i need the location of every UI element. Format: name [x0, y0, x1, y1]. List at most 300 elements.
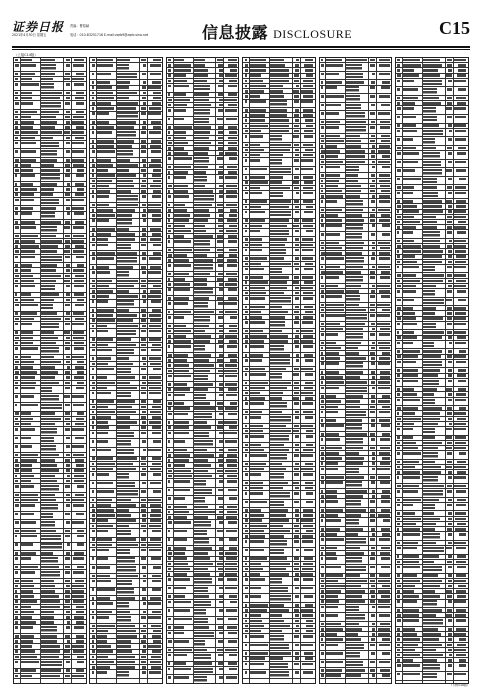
table-cell: [422, 471, 441, 474]
table-cell: [117, 656, 135, 659]
table-cell: [142, 195, 146, 198]
table-cell: [65, 240, 70, 243]
table-cell: [173, 470, 190, 473]
table-cell: [173, 59, 184, 62]
table-cell: [250, 444, 261, 447]
table-cell: [304, 130, 313, 133]
table-cell: [117, 525, 129, 528]
table-cell: [454, 673, 466, 676]
table-cell: [304, 268, 313, 271]
table-cell: [447, 490, 452, 493]
table-row: [396, 546, 468, 555]
table-cell: [303, 316, 314, 319]
table-cell: [447, 245, 451, 248]
table-cell: [326, 266, 340, 269]
table-cell: [422, 290, 435, 296]
table-cell: [456, 361, 466, 364]
table-cell: [326, 59, 342, 62]
table-cell: [173, 521, 191, 524]
table-cell: [141, 140, 146, 143]
table-cell: [326, 433, 339, 436]
table-cell: [397, 609, 400, 612]
table-cell: [97, 159, 111, 162]
table-cell: [117, 557, 135, 563]
table-row: [14, 436, 86, 445]
table-cell: [75, 304, 84, 307]
table-cell: [295, 604, 299, 607]
table-cell: [141, 319, 147, 322]
table-cell: [65, 256, 70, 259]
table-row: [90, 348, 162, 357]
table-cell: [153, 252, 160, 255]
table-cell: [173, 311, 191, 314]
table-cell: [150, 228, 160, 231]
table-cell: [20, 212, 32, 215]
table-cell: [458, 147, 466, 150]
table-cell: [270, 311, 289, 314]
table-cell: [15, 504, 18, 507]
table-cell: [379, 574, 390, 577]
table-cell: [397, 466, 400, 469]
table-cell: [92, 645, 94, 648]
table-cell: [304, 64, 313, 67]
table-cell: [40, 280, 56, 283]
table-cell: [422, 542, 435, 545]
table-cell: [402, 186, 413, 189]
table-cell: [270, 397, 282, 400]
table-row: [14, 82, 86, 91]
table-cell: [173, 568, 190, 571]
table-cell: [15, 245, 17, 248]
table-cell: [294, 387, 299, 390]
table-cell: [371, 257, 375, 260]
table-cell: [20, 73, 34, 76]
table-cell: [326, 638, 343, 641]
table-cell: [326, 519, 341, 522]
table-cell: [270, 557, 287, 560]
table-cell: [143, 625, 146, 628]
table-cell: [370, 538, 376, 541]
table-cell: [270, 345, 285, 351]
table-cell: [168, 547, 170, 550]
table-cell: [20, 371, 37, 374]
table-cell: [270, 644, 289, 650]
table-cell: [245, 416, 247, 419]
table-cell: [270, 263, 291, 266]
table-cell: [371, 357, 376, 360]
table-cell: [397, 231, 399, 234]
table-cell: [75, 459, 85, 462]
table-cell: [346, 342, 361, 345]
table-cell: [422, 423, 437, 426]
table-cell: [153, 59, 161, 62]
table-cell: [224, 421, 237, 424]
table-cell: [402, 250, 420, 253]
table-cell: [149, 387, 160, 390]
table-cell: [245, 168, 247, 171]
table-cell: [219, 214, 223, 217]
table-cell: [20, 485, 34, 488]
table-cell: [294, 425, 299, 428]
table-cell: [321, 623, 324, 626]
table-cell: [295, 268, 299, 271]
table-cell: [294, 311, 299, 314]
table-cell: [250, 671, 266, 674]
table-cell: [40, 183, 57, 186]
table-cell: [15, 485, 18, 488]
table-cell: [65, 513, 69, 516]
table-cell: [295, 595, 299, 598]
table-row: [90, 391, 162, 400]
table-cell: [117, 325, 138, 328]
table-cell: [295, 230, 299, 233]
table-cell: [76, 102, 84, 105]
table-cell: [326, 126, 339, 129]
table-cell: [294, 340, 299, 343]
table-cell: [447, 673, 452, 676]
table-cell: [92, 671, 95, 674]
table-cell: [65, 347, 70, 350]
table-cell: [321, 580, 324, 583]
table-cell: [245, 525, 248, 528]
table-cell: [173, 147, 184, 150]
table-cell: [402, 350, 420, 353]
table-cell: [168, 176, 170, 179]
table-cell: [225, 176, 237, 179]
table-cell: [455, 442, 466, 445]
table-cell: [397, 116, 400, 119]
table-cell: [218, 171, 223, 174]
table-row: [167, 412, 239, 421]
table-cell: [173, 676, 188, 679]
table-cell: [372, 495, 376, 498]
table-cell: [326, 381, 344, 384]
table-cell: [15, 92, 17, 95]
table-cell: [148, 209, 160, 212]
table-cell: [40, 131, 61, 134]
table-cell: [117, 611, 131, 614]
table-cell: [228, 235, 237, 238]
table-cell: [295, 657, 299, 660]
table-cell: [97, 463, 115, 466]
table-cell: [455, 250, 466, 253]
table-cell: [346, 174, 358, 177]
table-row: [167, 288, 239, 297]
table-cell: [379, 73, 389, 76]
table-cell: [371, 424, 375, 427]
table-cell: [219, 388, 222, 391]
table-cell: [245, 430, 248, 433]
table-cell: [168, 640, 171, 643]
table-cell: [296, 359, 299, 362]
table-cell: [193, 316, 210, 322]
table-cell: [117, 473, 129, 479]
table-cell: [92, 174, 94, 177]
table-cell: [402, 97, 417, 100]
table-cell: [168, 552, 172, 555]
table-row: [243, 662, 315, 671]
table-cell: [455, 192, 466, 195]
table-cell: [397, 512, 399, 515]
table-cell: [219, 69, 222, 72]
table-cell: [370, 214, 375, 217]
table-cell: [346, 333, 363, 339]
table-cell: [370, 574, 375, 577]
table-cell: [97, 549, 109, 552]
table-cell: [381, 86, 390, 89]
table-cell: [397, 299, 400, 302]
table-cell: [148, 449, 161, 452]
table-cell: [326, 190, 342, 193]
table-cell: [15, 299, 17, 302]
table-cell: [422, 200, 441, 203]
table-cell: [153, 640, 160, 643]
table-row: [167, 156, 239, 165]
table-cell: [20, 376, 34, 379]
table-cell: [141, 238, 146, 241]
table-cell: [402, 280, 419, 283]
table-cell: [371, 155, 375, 158]
table-cell: [295, 306, 299, 309]
table-cell: [326, 528, 340, 531]
table-cell: [40, 418, 61, 421]
table-cell: [270, 335, 289, 338]
table-cell: [193, 563, 212, 566]
table-cell: [193, 432, 208, 438]
table-cell: [402, 80, 414, 83]
table-cell: [173, 142, 188, 145]
table-cell: [153, 126, 161, 129]
table-cell: [72, 645, 84, 648]
table-cell: [454, 355, 466, 358]
table-cell: [250, 630, 261, 633]
table-cell: [447, 186, 452, 189]
table-cell: [372, 145, 375, 148]
table-cell: [250, 397, 265, 400]
table-cell: [402, 169, 414, 172]
table-row: [396, 191, 468, 200]
table-cell: [117, 319, 133, 322]
table-cell: [142, 357, 147, 360]
table-cell: [168, 137, 170, 140]
table-cell: [219, 166, 223, 169]
table-cell: [40, 640, 56, 643]
table-cell: [150, 363, 161, 366]
table-cell: [326, 135, 340, 138]
table-cell: [15, 428, 17, 431]
table-cell: [245, 568, 248, 571]
table-cell: [141, 169, 146, 172]
table-cell: [448, 374, 451, 377]
table-cell: [117, 159, 130, 162]
table-cell: [228, 288, 237, 291]
table-cell: [295, 614, 299, 617]
table-cell: [371, 233, 376, 236]
table-cell: [152, 195, 160, 198]
table-cell: [346, 447, 363, 450]
table-cell: [149, 338, 160, 341]
table-cell: [97, 635, 107, 638]
table-cell: [346, 200, 363, 206]
table-cell: [149, 357, 161, 360]
table-cell: [250, 609, 267, 612]
table-cell: [141, 473, 146, 476]
table-cell: [97, 566, 110, 569]
table-cell: [321, 257, 324, 260]
table-cell: [227, 506, 237, 509]
table-cell: [193, 204, 211, 207]
table-cell: [448, 580, 452, 583]
table-cell: [15, 595, 17, 598]
table-cell: [92, 92, 95, 95]
table-cell: [245, 663, 247, 666]
table-cell: [168, 370, 171, 373]
table-cell: [448, 205, 452, 208]
table-cell: [422, 619, 443, 625]
table-cell: [168, 506, 171, 509]
table-cell: [64, 226, 69, 229]
table-row: [396, 489, 468, 498]
table-cell: [92, 314, 95, 317]
table-cell: [77, 543, 84, 546]
table-cell: [397, 323, 400, 326]
table-row: [14, 303, 86, 312]
table-cell: [250, 430, 264, 433]
table-cell: [326, 633, 337, 636]
table-cell: [230, 359, 237, 362]
table-cell: [117, 81, 130, 84]
table-cell: [397, 528, 399, 531]
table-cell: [217, 359, 222, 362]
table-cell: [270, 509, 289, 512]
table-cell: [75, 193, 84, 196]
table-cell: [270, 530, 290, 533]
table-cell: [321, 209, 324, 212]
table-cell: [295, 644, 299, 647]
table-cell: [20, 226, 36, 229]
table-cell: [326, 500, 338, 503]
table-cell: [173, 85, 189, 88]
editor-line: 责编：曹原赫: [70, 24, 90, 28]
table-cell: [15, 188, 17, 191]
table-cell: [270, 563, 290, 566]
table-cell: [117, 392, 131, 398]
table-cell: [117, 59, 130, 62]
table-cell: [346, 86, 359, 92]
table-column: [13, 57, 87, 684]
table-cell: [371, 150, 375, 153]
table-cell: [458, 299, 467, 302]
table-cell: [92, 597, 95, 600]
table-cell: [454, 466, 466, 469]
table-cell: [193, 225, 205, 228]
table-row: [167, 639, 239, 648]
table-cell: [117, 180, 134, 183]
table-cell: [117, 112, 138, 118]
table-cell: [66, 199, 70, 202]
table-cell: [92, 630, 94, 633]
table-cell: [20, 543, 33, 546]
table-cell: [250, 192, 262, 195]
table-cell: [15, 331, 18, 334]
table-cell: [270, 663, 288, 669]
table-cell: [303, 225, 313, 228]
table-row: [396, 289, 468, 298]
table-cell: [148, 499, 160, 502]
table-cell: [117, 363, 133, 366]
table-cell: [294, 468, 299, 471]
table-cell: [397, 274, 400, 277]
table-cell: [20, 557, 30, 560]
table-cell: [67, 212, 70, 215]
table-cell: [151, 625, 161, 628]
table-cell: [372, 247, 376, 250]
table-cell: [229, 254, 236, 257]
table-cell: [40, 235, 56, 238]
table-cell: [448, 210, 452, 213]
table-cell: [15, 621, 17, 624]
table-cell: [346, 495, 363, 498]
table-cell: [20, 530, 36, 533]
table-cell: [193, 297, 209, 300]
table-cell: [15, 83, 18, 86]
table-cell: [15, 337, 18, 340]
table-cell: [92, 257, 95, 260]
table-cell: [326, 352, 339, 355]
table-cell: [447, 331, 452, 334]
table-cell: [422, 518, 439, 521]
table-cell: [402, 64, 420, 67]
table-cell: [270, 387, 287, 390]
table-cell: [446, 388, 451, 391]
table-cell: [326, 276, 339, 279]
table-cell: [454, 266, 466, 269]
table-cell: [397, 418, 400, 421]
table-cell: [141, 640, 146, 643]
table-cell: [224, 370, 237, 373]
table-cell: [168, 325, 171, 328]
table-cell: [219, 480, 223, 483]
table-cell: [92, 228, 95, 231]
table-cell: [173, 209, 187, 212]
table-cell: [229, 249, 237, 252]
table-cell: [295, 620, 299, 623]
table-cell: [92, 661, 94, 664]
table-cell: [149, 314, 161, 317]
table-cell: [372, 161, 375, 164]
table-cell: [152, 174, 161, 177]
table-cell: [397, 659, 400, 662]
table-cell: [193, 131, 210, 134]
table-cell: [193, 254, 207, 257]
table-cell: [97, 504, 111, 507]
table-cell: [229, 654, 236, 657]
table-cell: [40, 469, 59, 472]
table-cell: [218, 209, 222, 212]
table-cell: [173, 449, 187, 452]
table-cell: [422, 393, 434, 396]
table-cell: [321, 304, 324, 307]
table-row: [14, 520, 86, 529]
table-cell: [371, 547, 375, 550]
table-cell: [66, 494, 70, 497]
table-cell: [321, 552, 323, 555]
table-cell: [193, 530, 207, 536]
table-cell: [245, 281, 247, 284]
table-cell: [321, 121, 324, 124]
table-cell: [459, 533, 467, 536]
table-cell: [371, 200, 375, 203]
